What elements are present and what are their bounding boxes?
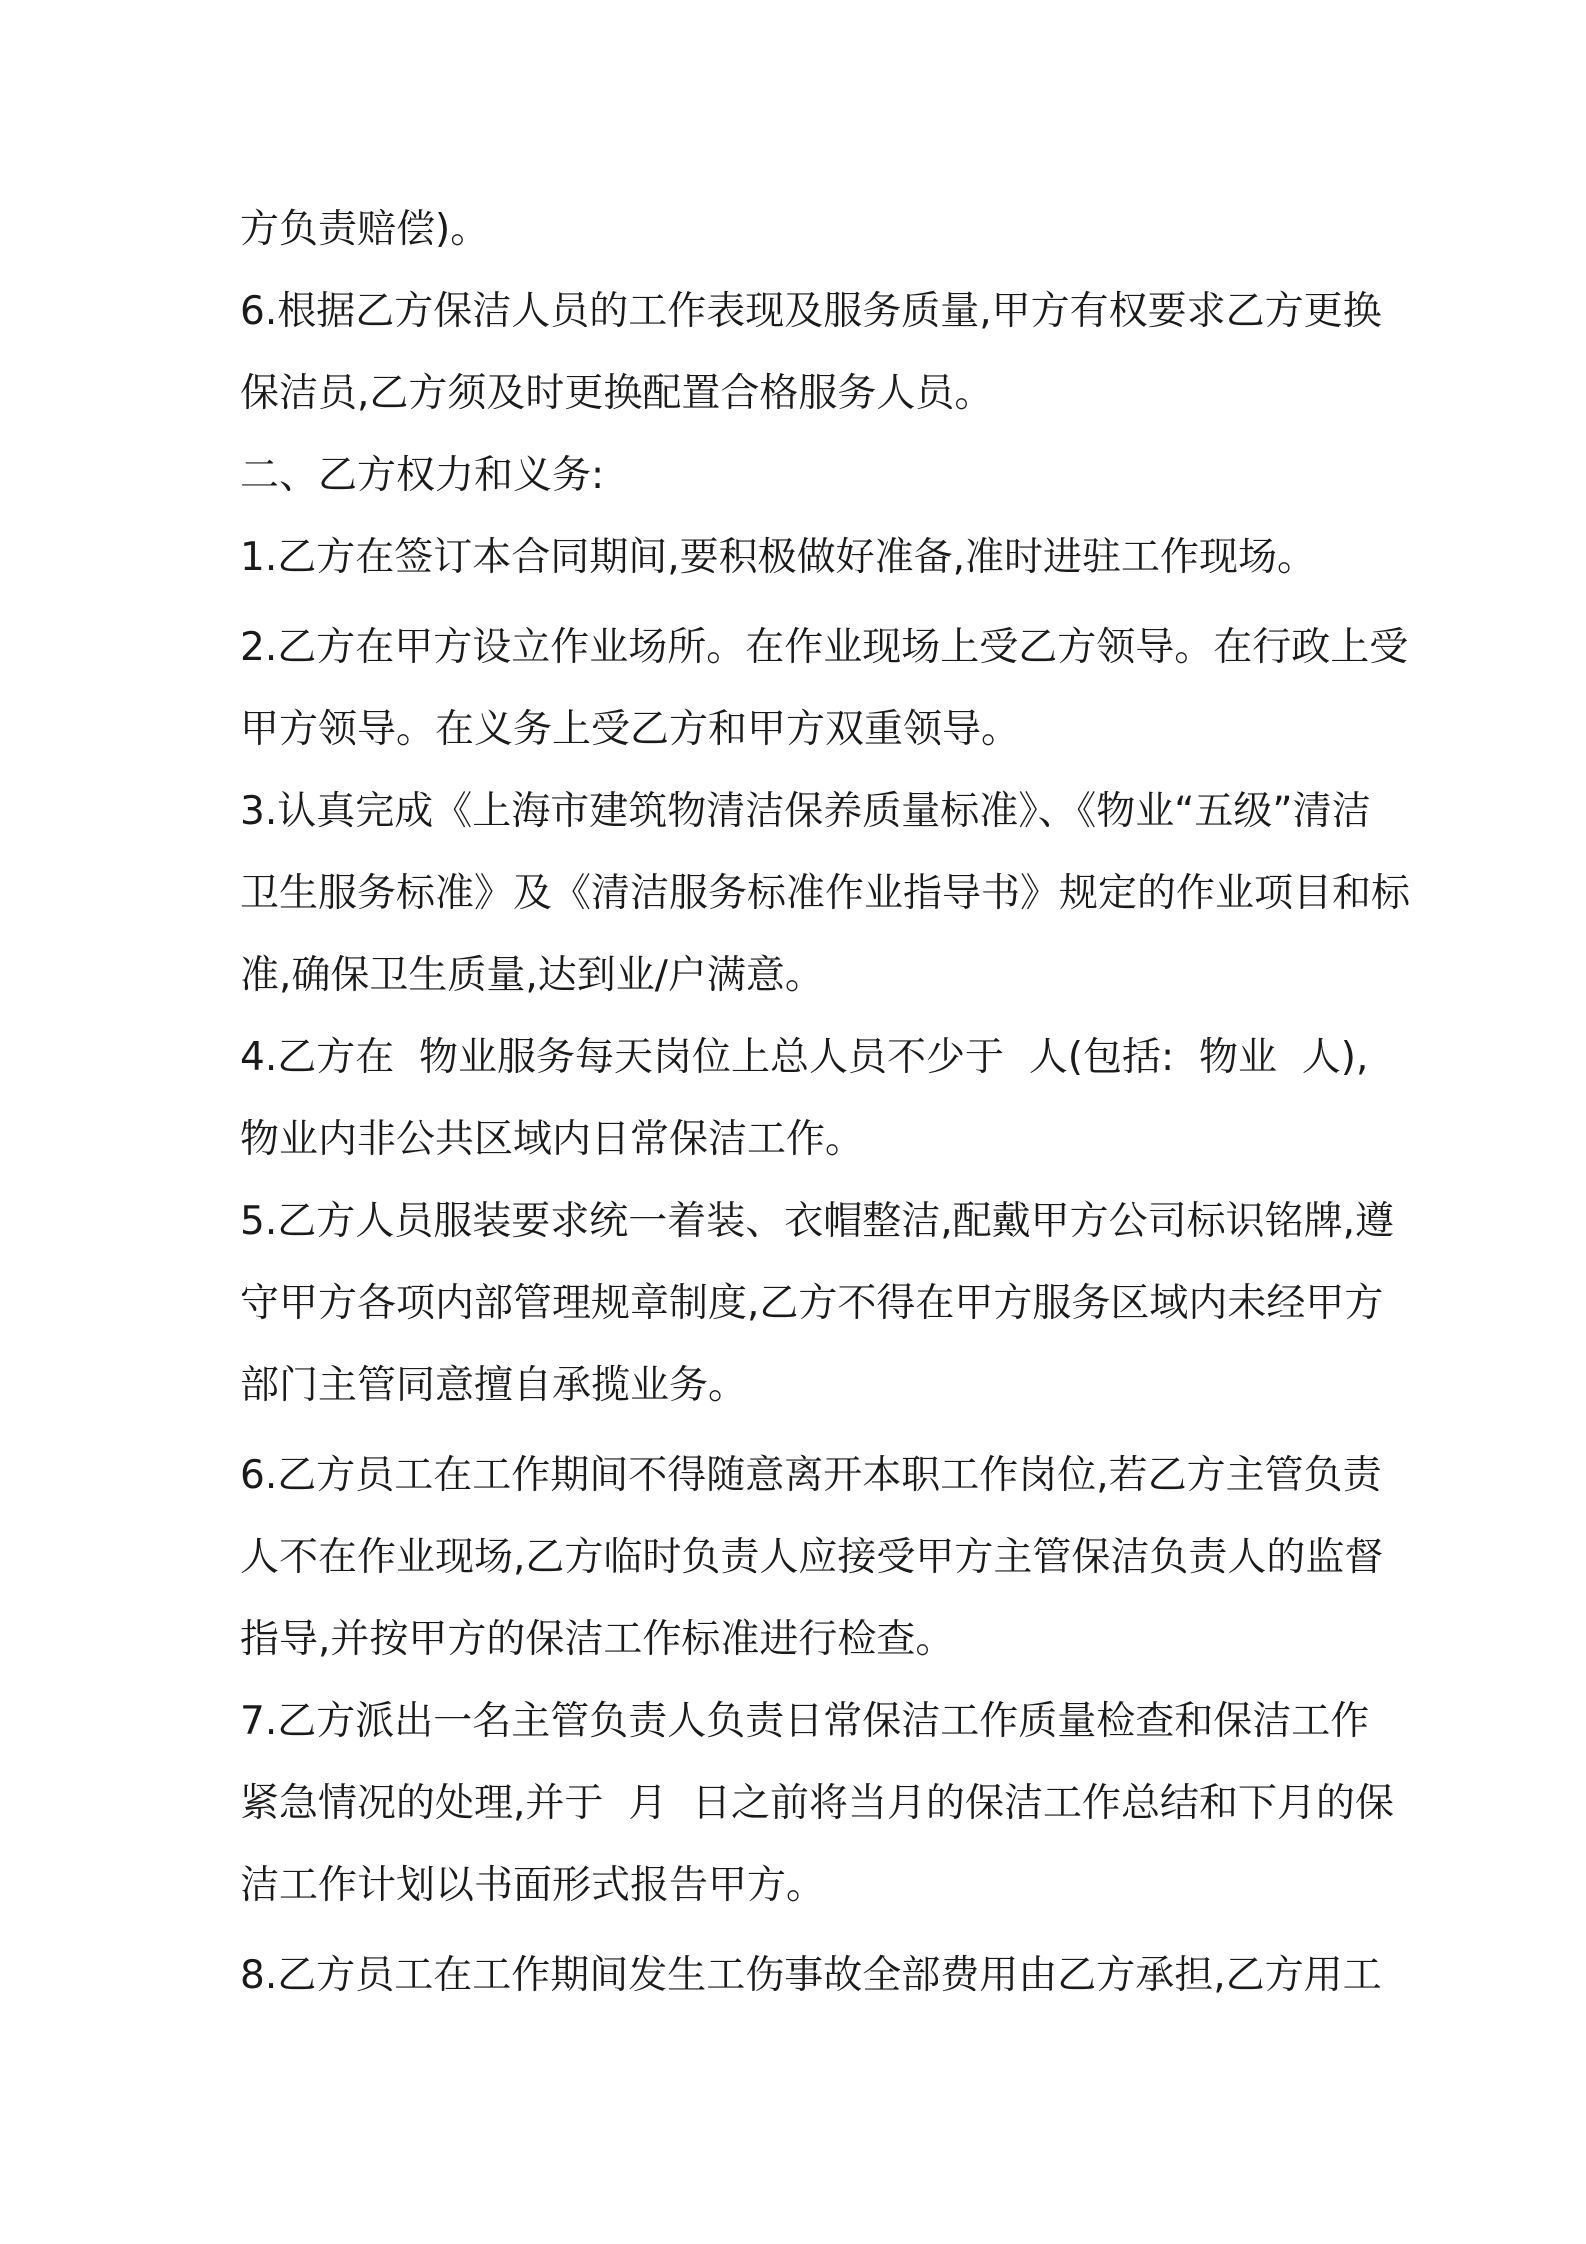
text-line: 甲方领导。在义务上受乙方和甲方双重领导。 xyxy=(240,707,1021,752)
text-line: 保洁员,乙方须及时更换配置合格服务人员。 xyxy=(240,371,994,416)
text-line: 4.乙方在 物业服务每天岗位上总人员不少于 人(包括: 物业 人), xyxy=(240,1035,1369,1080)
text-line: 物业内非公共区域内日常保洁工作。 xyxy=(240,1117,865,1162)
text-line: 守甲方各项内部管理规章制度,乙方不得在甲方服务区域内未经甲方 xyxy=(240,1281,1384,1326)
text-line: 指导,并按甲方的保洁工作标准进行检查。 xyxy=(240,1617,955,1662)
text-line: 6.乙方员工在工作期间不得随意离开本职工作岗位,若乙方主管负责 xyxy=(240,1453,1382,1498)
text-line: 6.根据乙方保洁人员的工作表现及服务质量,甲方有权要求乙方更换 xyxy=(240,289,1382,334)
text-line: 洁工作计划以书面形式报告甲方。 xyxy=(240,1863,826,1908)
text-line: 方负责赔偿)。 xyxy=(240,207,490,252)
text-line: 人不在作业现场,乙方临时负责人应接受甲方主管保洁负责人的监督 xyxy=(240,1535,1384,1580)
text-line: 卫生服务标准》及《清洁服务标准作业指导书》规定的作业项目和标 xyxy=(240,871,1411,916)
text-line: 准,确保卫生质量,达到业/户满意。 xyxy=(240,953,824,998)
text-line: 7.乙方派出一名主管负责人负责日常保洁工作质量检查和保洁工作 xyxy=(240,1699,1370,1744)
text-line: 8.乙方员工在工作期间发生工伤事故全部费用由乙方承担,乙方用工 xyxy=(240,1953,1382,1998)
text-line: 1.乙方在签订本合同期间,要积极做好准备,准时进驻工作现场。 xyxy=(240,535,1317,580)
section-heading: 二、乙方权力和义务: xyxy=(240,453,605,498)
text-line: 2.乙方在甲方设立作业场所。在作业现场上受乙方领导。在行政上受 xyxy=(240,625,1409,670)
text-line: 3.认真完成《上海市建筑物清洁保养质量标准》、《物业“五级”清洁 xyxy=(240,789,1371,834)
text-line: 紧急情况的处理,并于 月 日之前将当月的保洁工作总结和下月的保 xyxy=(240,1781,1394,1826)
text-line: 5.乙方人员服装要求统一着装、衣帽整洁,配戴甲方公司标识铭牌,遵 xyxy=(240,1199,1395,1244)
text-line: 部门主管同意擅自承揽业务。 xyxy=(240,1363,748,1408)
